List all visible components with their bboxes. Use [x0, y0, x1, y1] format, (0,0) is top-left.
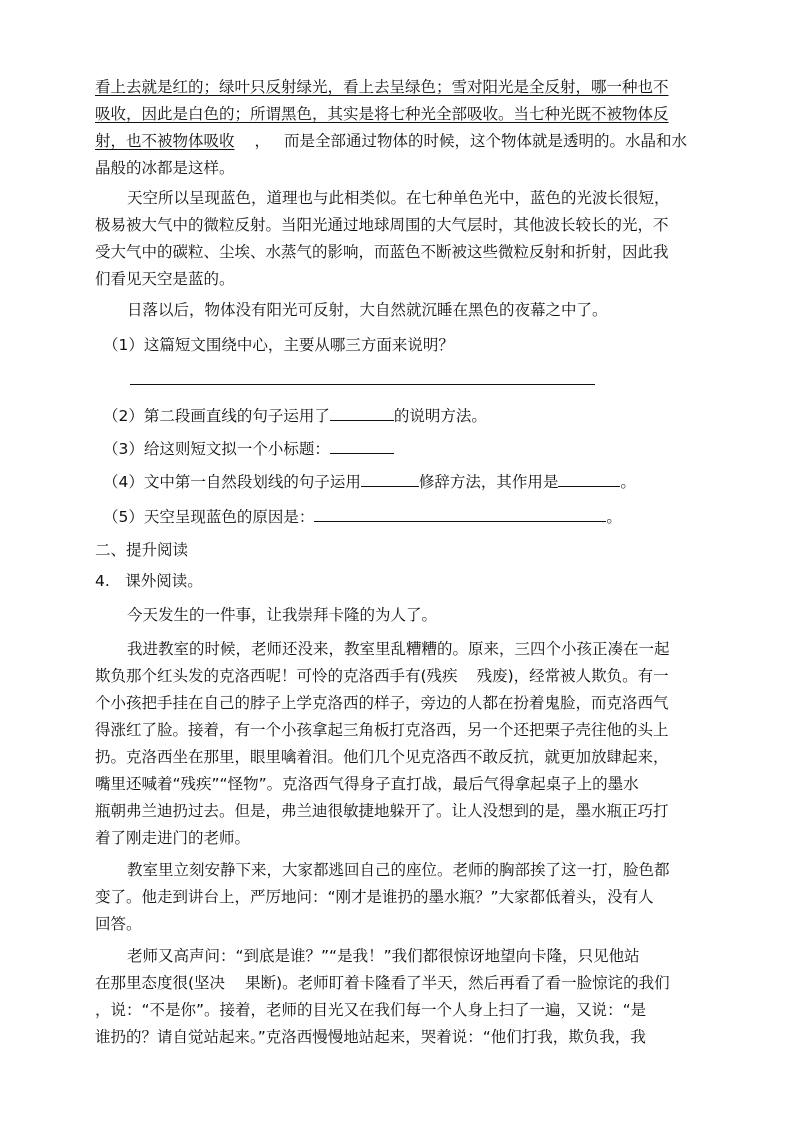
story-line: [127, 946, 727, 966]
passage-text: 而是全部通过物体的时候，这个物体就是透明的。水晶和水: [284, 132, 688, 150]
passage-line: [95, 242, 695, 262]
passage-text: 天空所以呈现蓝色，道理也与此相类似。在七种单色光中，蓝色的光波长很短，: [127, 189, 670, 207]
passage-line: [95, 104, 695, 124]
passage-text: 极易被大气中的微粒反射。当阳光通过地球周围的大气层时，其他波长较长的光，不: [95, 216, 669, 234]
question-text: 。: [620, 473, 636, 491]
question-text: （2）第二段画直线的句子运用了: [103, 407, 330, 425]
story-line: [95, 774, 695, 794]
answer-blank[interactable]: [330, 437, 394, 454]
story-text: 回答。: [95, 915, 142, 933]
question-text: （4）文中第一自然段划线的句子运用: [103, 473, 361, 491]
story-line: [95, 747, 695, 767]
question-2: [103, 404, 703, 426]
item-number: [95, 571, 695, 591]
story-line: [95, 1027, 695, 1047]
passage-line: [95, 77, 695, 97]
passage-line: [95, 131, 695, 151]
passage-line: [127, 300, 727, 320]
story-line: [95, 693, 695, 713]
story-line: [95, 801, 695, 821]
story-line: [95, 973, 695, 993]
passage-line: [95, 158, 695, 178]
section-heading-text: 二、提升阅读: [95, 541, 189, 559]
item-text: 4. 课外阅读。: [95, 572, 203, 590]
story-line: [95, 1000, 695, 1020]
question-text: （5）天空呈现蓝色的原因是：: [103, 508, 315, 526]
section-heading: [95, 540, 695, 560]
story-text: 教室里立刻安静下来，大家都逃回自己的座位。老师的胸部挨了这一打，脸色都: [127, 861, 670, 879]
underlined-sentence: 射，也不被物体吸收: [95, 132, 235, 150]
story-line: [95, 828, 695, 848]
story-text: ，说：“不是你”。接着，老师的目光又在我们每一个人身上扫了一遍，又说：“是: [95, 1001, 647, 1019]
question-text: （3）给这则短文拟一个小标题：: [103, 440, 330, 458]
story-line: [127, 639, 727, 659]
story-text: 扔。克洛西坐在那里，眼里噙着泪。他们几个见克洛西不敢反抗，就更加放肆起来，: [95, 748, 669, 766]
question-1: [103, 335, 703, 355]
comma: ，: [254, 132, 271, 150]
passage-line: [95, 269, 695, 289]
story-text: 得涨红了脸。接着，有一个小孩拿起三角板打克洛西，另一个还把栗子壳往他的头上: [95, 721, 669, 739]
question-text: 修辞方法，其作用是: [418, 473, 559, 491]
story-line: [95, 887, 695, 907]
story-line: [95, 914, 695, 934]
answer-blank[interactable]: [558, 470, 620, 487]
answer-blank[interactable]: [330, 404, 394, 421]
passage-text: 受大气中的碳粒、尘埃、水蒸气的影响，而蓝色不断被这些微粒反射和折射，因此我: [95, 243, 669, 261]
story-text: 今天发生的一件事，让我崇拜卡隆的为人了。: [127, 606, 438, 624]
story-text: 欺负那个红头发的克洛西呢！可怜的克洛西手有(残疾: [95, 667, 458, 685]
story-text: 变了。他走到讲台上，严厉地问：“刚才是谁扔的墨水瓶？”大家都低着头，没有人: [95, 888, 654, 906]
story-text: 残废)，经常被人欺负。有一: [476, 667, 669, 685]
question-5: [103, 505, 703, 527]
answer-line[interactable]: [130, 384, 595, 385]
passage-line: [95, 215, 695, 235]
passage-text: 日落以后，物体没有阳光可反射，大自然就沉睡在黑色的夜幕之中了。: [127, 301, 608, 319]
passage-text: 们看见天空是蓝的。: [95, 270, 235, 288]
story-text: 嘴里还喊着“残疾”“怪物”。克洛西气得身子直打战，最后气得拿起桌子上的墨水: [95, 775, 639, 793]
story-text: 我进教室的时候，老师还没来，教室里乱糟糟的。原来，三四个小孩正凑在一起: [127, 640, 670, 658]
passage-text: 晶般的冰都是这样。: [95, 159, 235, 177]
passage-line: [127, 188, 727, 208]
question-text: 。: [606, 508, 622, 526]
answer-blank[interactable]: [314, 505, 606, 522]
story-line: [95, 666, 695, 686]
story-text: 个小孩把手挂在自己的脖子上学克洛西的样子，旁边的人都在扮着鬼脸，而克洛西气: [95, 694, 669, 712]
story-line: [127, 605, 727, 625]
question-3: [103, 437, 703, 459]
story-text: 在那里态度很(坚决: [95, 974, 226, 992]
story-text: 瓶朝弗兰迪扔过去。但是，弗兰迪很敏捷地躲开了。让人没想到的是，墨水瓶正巧打: [95, 802, 669, 820]
story-text: 着了刚走进门的老师。: [95, 829, 251, 847]
question-text: （1）这篇短文围绕中心，主要从哪三方面来说明？: [103, 336, 454, 354]
story-text: 谁扔的？请自觉站起来。”克洛西慢慢地站起来，哭着说：“他们打我，欺负我，我: [95, 1028, 646, 1046]
question-4: [103, 470, 703, 492]
story-text: 老师又高声问：“到底是谁？”“是我！”我们都很惊讶地望向卡隆，只见他站: [127, 947, 640, 965]
question-text: 的说明方法。: [393, 407, 487, 425]
underlined-sentence: 吸收，因此是白色的；所谓黑色，其实是将七种光全部吸收。当七种光既不被物体反: [95, 105, 669, 123]
underlined-sentence: 看上去就是红的；绿叶只反射绿光，看上去呈绿色；雪对阳光是全反射，哪一种也不: [95, 78, 669, 96]
story-text: 果断)。老师盯着卡隆看了半天，然后再看了看一脸惊诧的我们: [245, 974, 670, 992]
answer-blank[interactable]: [361, 470, 419, 487]
story-line: [127, 860, 727, 880]
story-line: [95, 720, 695, 740]
